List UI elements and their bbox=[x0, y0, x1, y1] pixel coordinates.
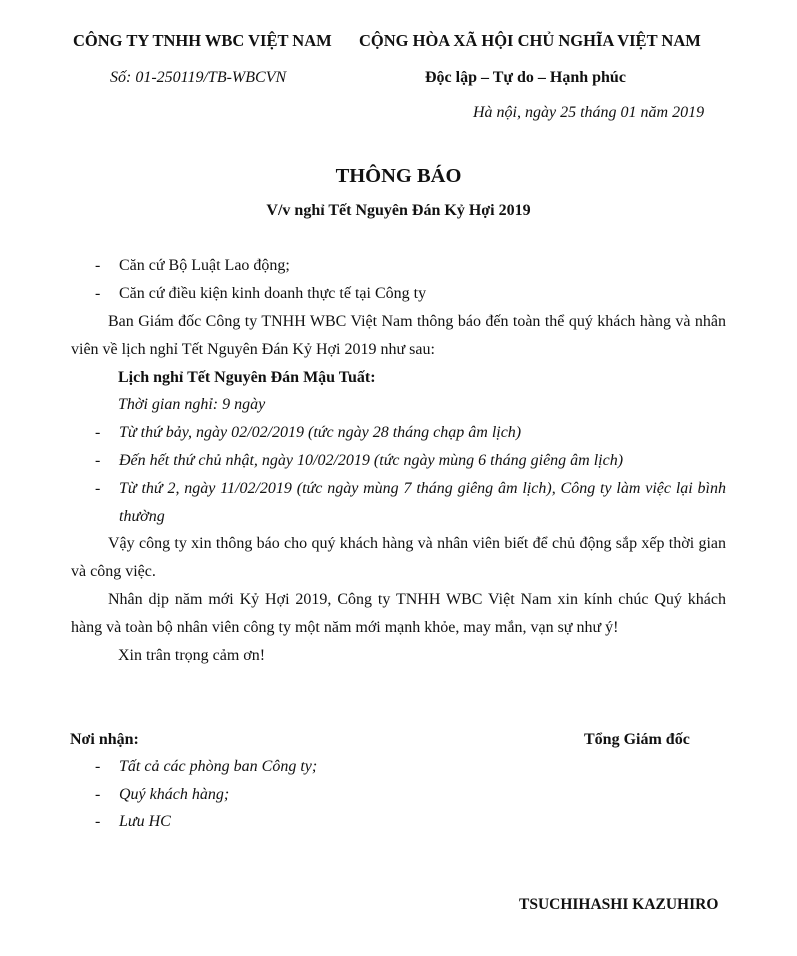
list-dash: - bbox=[95, 813, 101, 830]
schedule-heading: Lịch nghỉ Tết Nguyên Đán Mậu Tuất: bbox=[118, 369, 376, 386]
list-dash: - bbox=[95, 452, 101, 469]
schedule-text: Từ thứ 2, ngày 11/02/2019 (tức ngày mùng 7 tháng giêng âm lịch), Công ty làm việc lại bình bbox=[119, 480, 726, 497]
recipient-text: Tất cả các phòng ban Công ty; bbox=[119, 758, 318, 775]
list-dash: - bbox=[95, 257, 101, 274]
list-dash: - bbox=[95, 786, 101, 803]
closing-paragraph: Vậy công ty xin thông báo cho quý khách hàng và nhân viên biết để chủ động sắp xếp thời gian và công việc. bbox=[71, 535, 726, 580]
list-dash: - bbox=[95, 285, 101, 302]
signatory-title: Tổng Giám đốc bbox=[584, 731, 690, 748]
basis-text: Căn cứ Bộ Luật Lao động; bbox=[119, 257, 290, 274]
schedule-text: Từ thứ bảy, ngày 02/02/2019 (tức ngày 28 tháng chạp âm lịch) bbox=[119, 424, 522, 441]
republic-name: CỘNG HÒA XÃ HỘI CHỦ NGHĨA VIỆT NAM bbox=[359, 31, 701, 50]
list-dash: - bbox=[95, 424, 101, 441]
document-subject: V/v nghỉ Tết Nguyên Đán Kỷ Hợi 2019 bbox=[266, 202, 531, 219]
recipient-text: Quý khách hàng; bbox=[119, 786, 230, 803]
schedule-text: Đến hết thứ chủ nhật, ngày 10/02/2019 (tức ngày mùng 6 tháng giêng âm lịch) bbox=[119, 452, 624, 469]
document-title: THÔNG BÁO bbox=[335, 165, 462, 187]
list-dash: - bbox=[95, 758, 101, 775]
national-motto: Độc lập – Tự do – Hạnh phúc bbox=[425, 69, 626, 86]
list-dash: - bbox=[95, 480, 101, 497]
wishes-paragraph: Nhân dịp năm mới Kỷ Hợi 2019, Công ty TNHH WBC Việt Nam xin kính chúc Quý khách hàng và toàn bộ nhân viên công ty một năm mới mạnh khỏe, may mắn, vạn sự như ý! bbox=[71, 591, 726, 636]
document-number: Số: 01-250119/TB-WBCVN bbox=[110, 69, 287, 86]
holiday-duration: Thời gian nghỉ: 9 ngày bbox=[118, 396, 266, 413]
company-name: CÔNG TY TNHH WBC VIỆT NAM bbox=[73, 31, 332, 50]
thanks-line: Xin trân trọng cảm ơn! bbox=[118, 647, 266, 664]
recipient-text: Lưu HC bbox=[119, 813, 171, 830]
intro-paragraph: Ban Giám đốc Công ty TNHH WBC Việt Nam thông báo đến toàn thể quý khách hàng và nhân viên về lịch nghỉ Tết Nguyên Đán Kỷ Hợi 2019 như sau: bbox=[71, 313, 726, 358]
basis-text: Căn cứ điều kiện kinh doanh thực tế tại Công ty bbox=[119, 285, 427, 302]
place-and-date: Hà nội, ngày 25 tháng 01 năm 2019 bbox=[473, 104, 705, 121]
signatory-name: TSUCHIHASHI KAZUHIRO bbox=[519, 896, 719, 913]
schedule-text-continuation: thường bbox=[119, 508, 165, 525]
recipients-label: Nơi nhận: bbox=[70, 731, 139, 748]
